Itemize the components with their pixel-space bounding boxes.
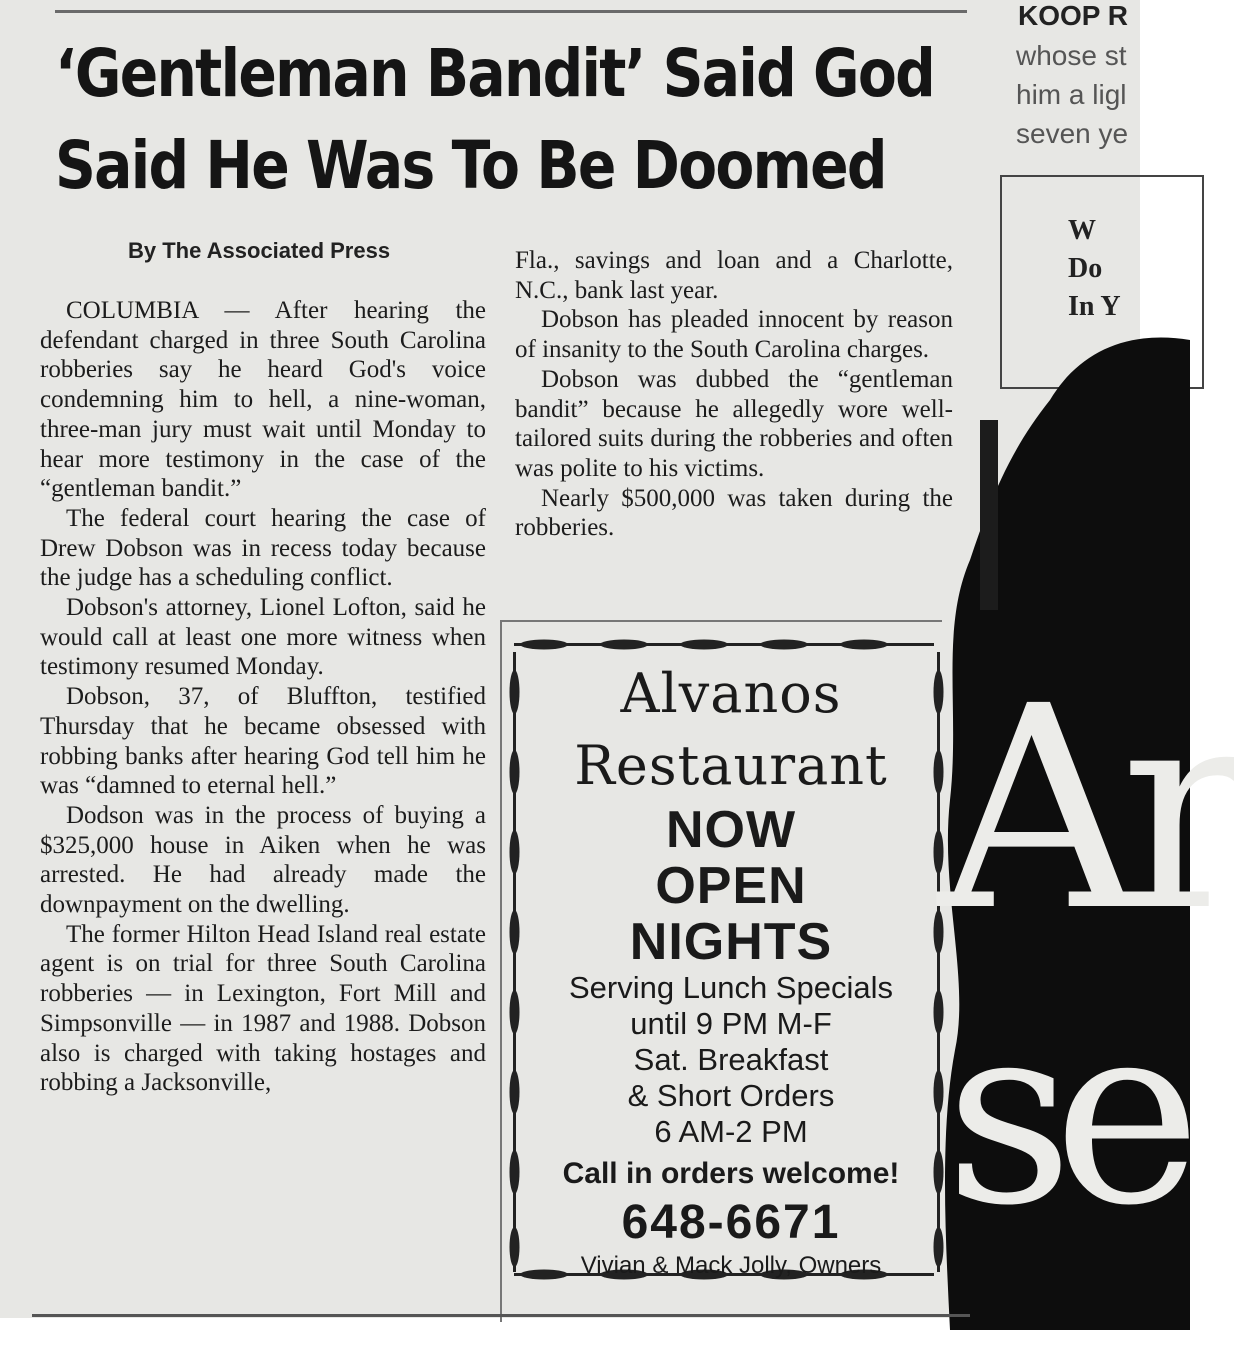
headline	[55, 28, 967, 212]
paragraph: Dobson, 37, of Bluffton, testified Thursday that he became obsessed with robbing banks after hearing God tell him he was “damned to eternal hell.”	[40, 683, 486, 800]
ad-open: OPEN	[655, 857, 807, 915]
ad-call-in: Call in orders welcome!	[562, 1157, 900, 1190]
ad-now: NOW	[665, 801, 797, 859]
text-line: W	[1068, 215, 1096, 246]
ad-short-orders: & Short Orders	[627, 1078, 835, 1113]
ad-nights: NIGHTS	[629, 913, 833, 971]
paragraph: The former Hilton Head Island real estate agent is on trial for three South Carolina robberies — in Lexington, Fort Mill and Simpsonville — in 1987 and 1988. Dobson also is charged with taking hostages and robbing a Jacksonville,	[40, 920, 486, 1097]
text-line: seven ye	[1016, 118, 1129, 149]
top-rule	[55, 10, 967, 13]
adjacent-headline: KOOP R	[1018, 0, 1128, 31]
restaurant-ad	[500, 620, 942, 1322]
ad-content	[522, 658, 940, 1282]
paragraph: Dodson was in the process of buying a $325,000 house in Aiken when he was arrested. He had already made the downpayment on the dwelling.	[40, 801, 486, 919]
article-column-1	[40, 296, 486, 1098]
paragraph: Dobson has pleaded innocent by reason of insanity to the South Carolina charges.	[515, 306, 953, 364]
ad-phone: 648-6671	[621, 1196, 841, 1249]
teaser-text	[1068, 212, 1158, 326]
paragraph: Dobson was dubbed the “gentleman bandit” because he allegedly wore well-tailored suits during the robberies and often was polite to his victims.	[515, 365, 953, 482]
ad-owners: Vivian & Mack Jolly, Owners	[580, 1252, 882, 1279]
paragraph: Dobson's attorney, Lionel Lofton, said he would call at least one more witness when testimony resumed Monday.	[40, 594, 486, 681]
ad-breakfast: Sat. Breakfast	[633, 1042, 829, 1077]
ad-lunch: Serving Lunch Specials	[569, 970, 893, 1005]
adjacent-article-text	[1016, 36, 1216, 153]
ad-lunch-hours: until 9 PM M-F	[630, 1006, 832, 1041]
paragraph: COLUMBIA — After hearing the defendant charged in three South Carolina robberies say he heard God's voice condemning him to hell, a nine-woman, three-man jury must wait until Monday to hear more testimony in the case of the “gentleman bandit.”	[40, 297, 486, 503]
photo-letters-top: Ar	[938, 647, 1234, 973]
text-line: him a ligl	[1016, 79, 1127, 110]
paragraph: The federal court hearing the case of Drew Dobson was in recess today because the judge has a scheduling conflict.	[40, 504, 486, 592]
ad-breakfast-hours: 6 AM-2 PM	[654, 1114, 808, 1149]
restaurant-type: Restaurant	[574, 734, 888, 797]
paragraph: Fla., savings and loan and a Charlotte, N.C., bank last year.	[515, 247, 953, 304]
text-line: whose st	[1016, 40, 1127, 71]
bottom-rule	[32, 1314, 970, 1317]
article-column-2	[515, 246, 953, 543]
photo-letters-bottom: se	[945, 969, 1182, 1260]
ad-border-top	[514, 638, 934, 652]
headline-line-2: Said He Was To Be Doomed	[55, 127, 886, 204]
restaurant-name: Alvanos	[620, 662, 842, 725]
paragraph: Nearly $500,000 was taken during the robberies.	[515, 484, 953, 542]
text-line: Do	[1068, 253, 1103, 284]
headline-line-1: ‘Gentleman Bandit’ Said God	[55, 35, 935, 112]
text-line: In Y	[1068, 291, 1121, 322]
ad-border-left	[508, 652, 522, 1272]
byline: By The Associated Press	[128, 238, 391, 263]
